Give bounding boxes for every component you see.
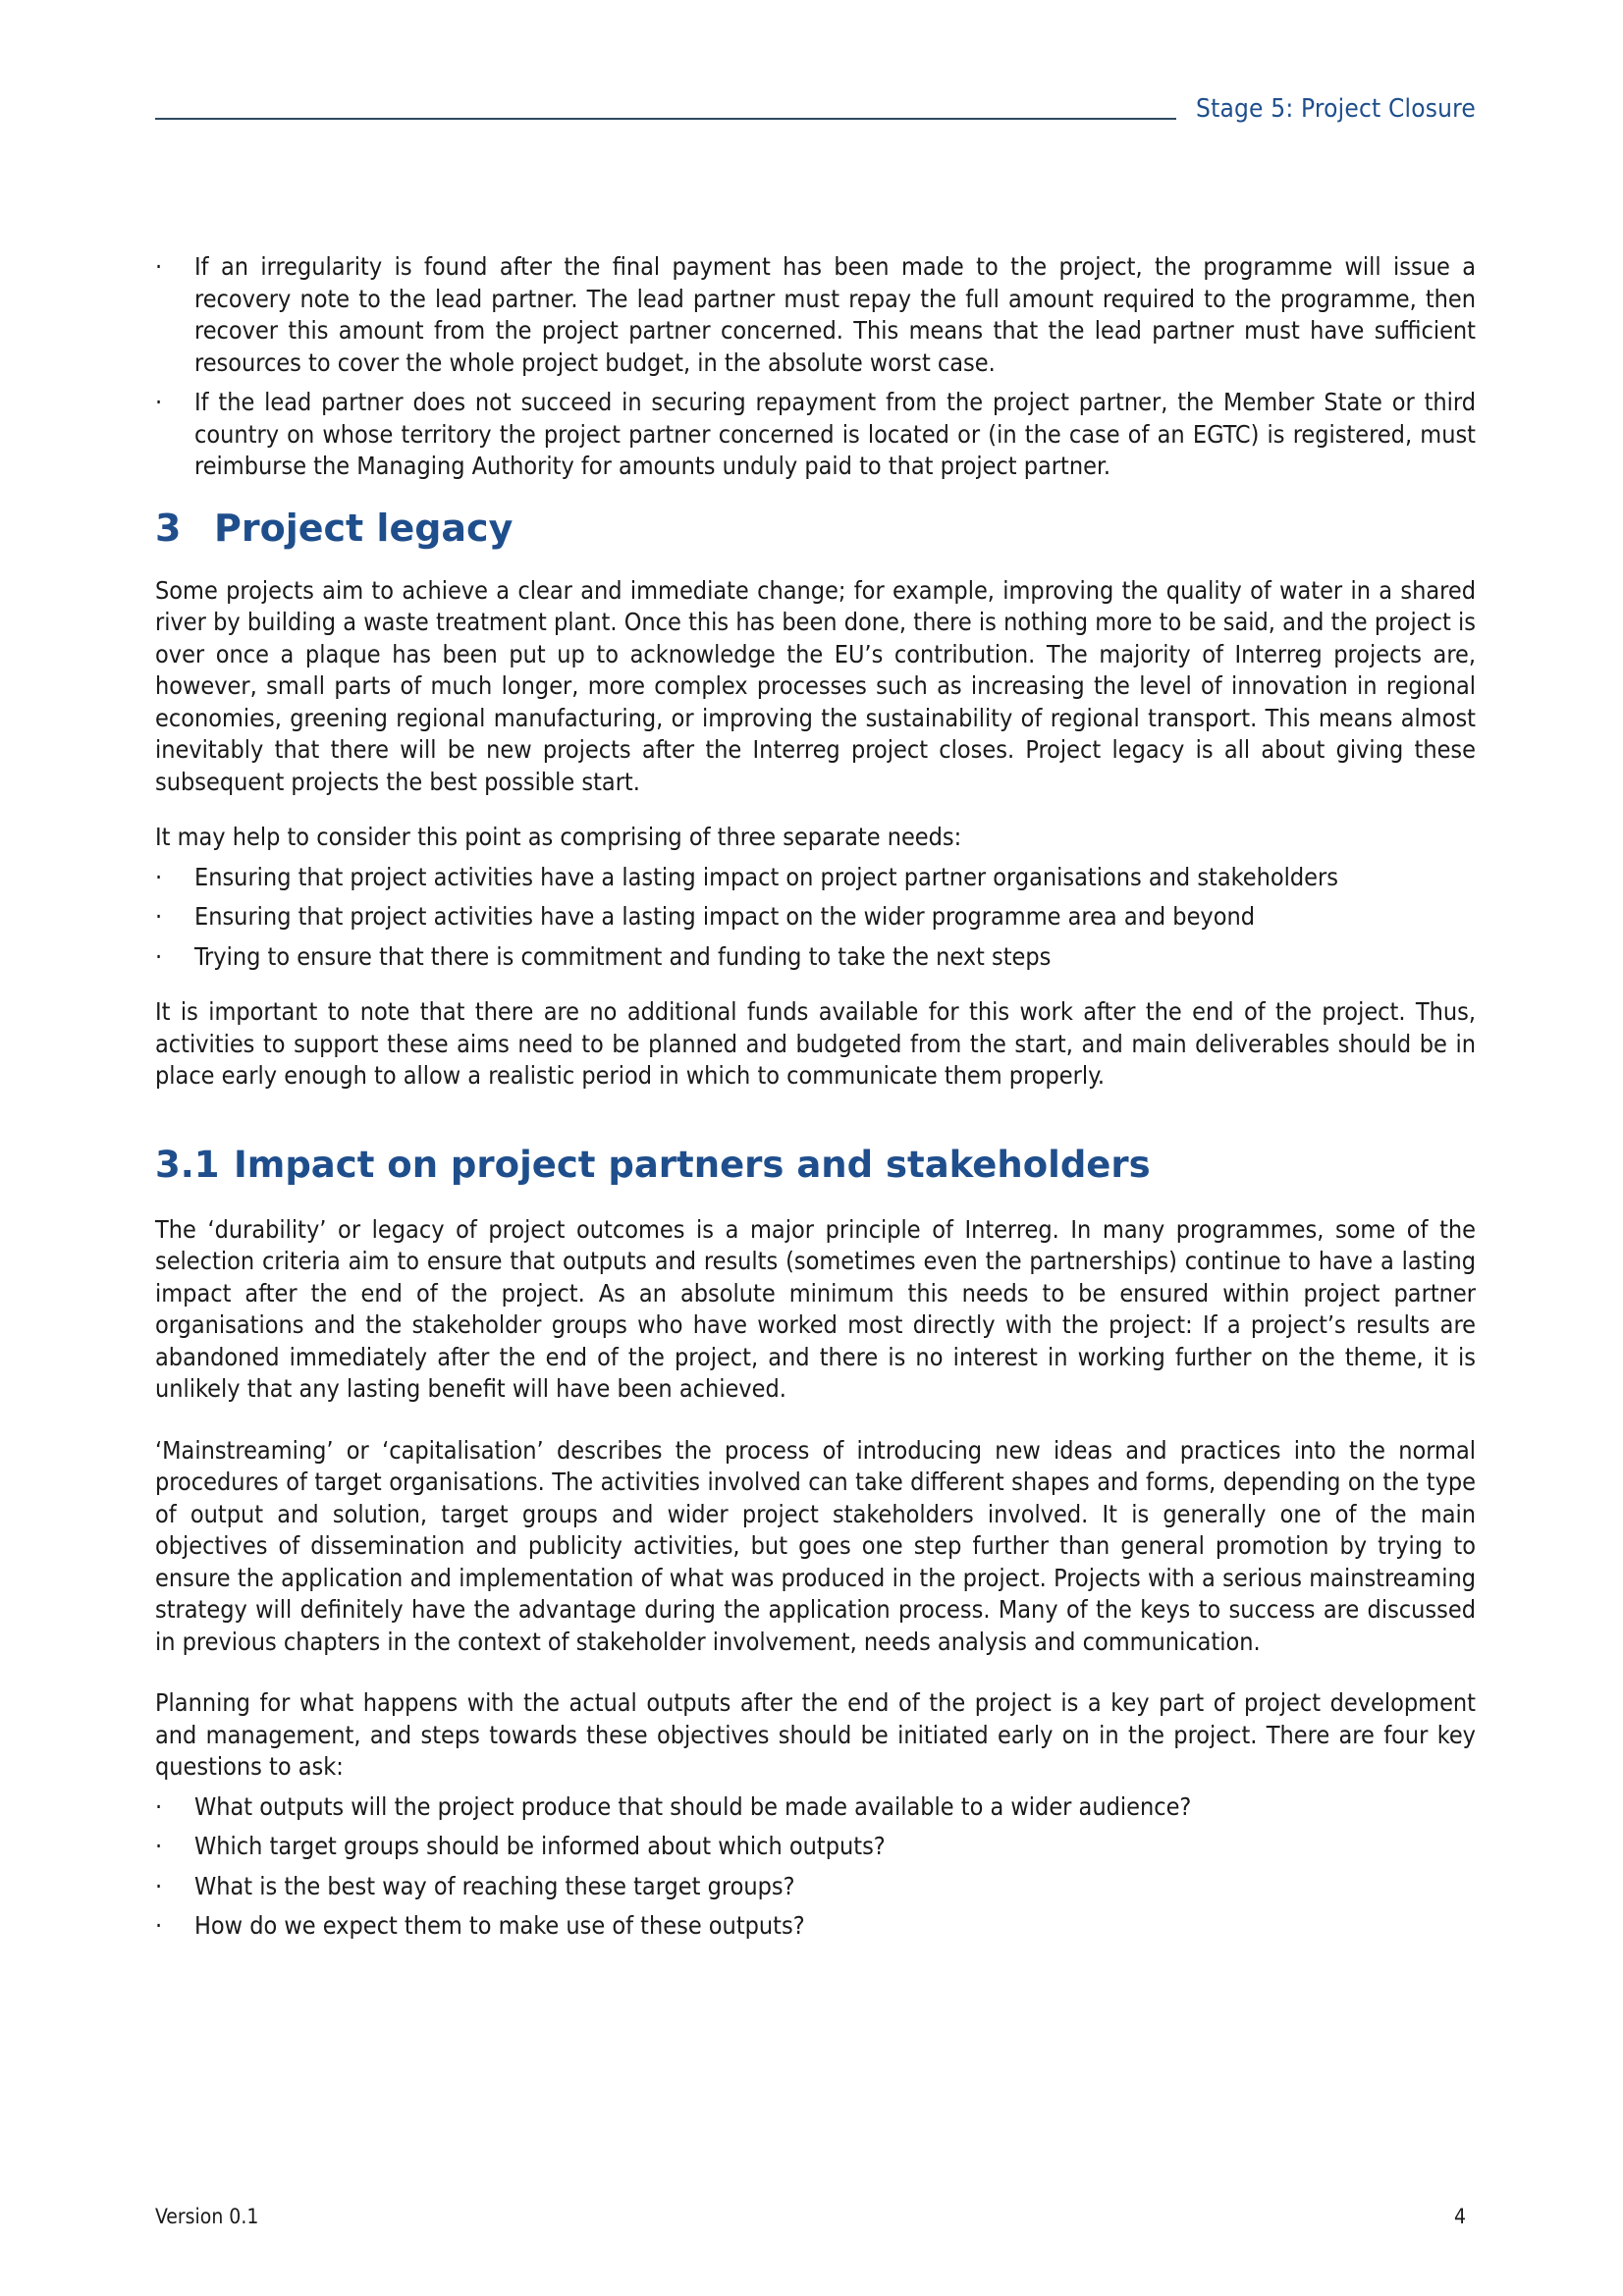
bullet-icon: · [155,1911,163,1940]
questions-list [155,1791,1476,1943]
bullet-icon: · [155,1791,163,1821]
bullet-icon: · [155,941,163,971]
list-item [155,1791,1476,1824]
bullet-icon: · [155,862,163,891]
page-header [155,88,1476,124]
bullet-icon: · [155,1871,163,1900]
section-title: Impact on project partners and stakeholders [234,1143,1151,1186]
list-item-text: Ensuring that project activities have a lasting impact on the wider programme area and beyond [194,902,1256,931]
section-heading-impact [155,1142,1476,1189]
running-title: Stage 5: Project Closure [1196,94,1476,124]
list-item [155,387,1476,483]
section-number: 3 [155,506,182,550]
bullet-icon: · [155,252,163,281]
section-title: Project legacy [214,506,514,550]
paragraph: ‘Mainstreaming’ or ‘capitalisation’ describes the process of introducing new ideas and practices into the normal procedures of target organisations. The activities involved can take different shapes and forms, depending on the type of output and solution, target groups and wider project stakeholders involved. It is generally one of the main objectives of dissemination and publicity activities, but goes one step further than general promotion by trying to ensure the application and implementation of what was produced in the project. Projects with a serious mainstreaming strategy will definitely have the advantage during the application process. Many of the keys to success are discussed in previous chapters in the context of stakeholder involvement, needs analysis and communication. [155,1435,1476,1656]
paragraph: It is important to note that there are no additional funds available for this work after the end of the project. Thus, activities to support these aims need to be planned and budgeted from the start, and main deliverables should be in place early enough to allow a realistic period in which to communicate them properly. [155,997,1476,1090]
paragraph: Planning for what happens with the actual outputs after the end of the project is a key part of project development and management, and steps towards these objectives should be initiated early on in the project. There are four key questions to ask: [155,1688,1476,1781]
list-item [155,1910,1476,1943]
list-item [155,862,1476,894]
list-item-text: Which target groups should be informed about which outputs? [194,1832,886,1860]
paragraph: The ‘durability’ or legacy of project outcomes is a major principle of Interreg. In many programmes, some of the selection criteria aim to ensure that outputs and results (sometimes even the partnerships) continue to have a lasting impact after the end of the project. As an absolute minimum this needs to be ensured within project partner organisations and the stakeholder groups who have worked most directly with the project: If a project’s results are abandoned immediately after the end of the project, and there is no interest in working further on the theme, it is unlikely that any lasting benefit will have been achieved. [155,1214,1476,1403]
bullet-icon: · [155,1832,163,1860]
section-heading-project-legacy [155,505,1476,552]
list-item-text: Ensuring that project activities have a lasting impact on project partner organisations and stakeholders [194,862,1338,891]
bullet-icon: · [155,902,163,931]
paragraph: It may help to consider this point as comprising of three separate needs: [155,823,962,851]
section-number: 3.1 [155,1143,220,1186]
list-item-text: Trying to ensure that there is commitment and funding to take the next steps [194,941,1052,971]
list-item [155,941,1476,974]
version-label: Version 0.1 [155,2205,259,2228]
list-item [155,901,1476,934]
intro-bullet-list [155,251,1476,483]
list-item-text: If an irregularity is found after the final payment has been made to the project, the programme will issue a recovery note to the lead partner. The lead partner must repay the full amount required to the programme, then recover this amount from the project partner concerned. This means that the lead partner must have sufficient resources to cover the whole project budget, in the absolute worst case. [194,252,1476,377]
list-item [155,1831,1476,1863]
list-item-text: What is the best way of reaching these target groups? [194,1871,795,1900]
paragraph: Some projects aim to achieve a clear and immediate change; for example, improving the quality of water in a shared river by building a waste treatment plant. Once this has been done, there is nothing more to be said, and the project is over once a plaque has been put up to acknowledge the EU’s contribution. The majority of Interreg projects are, however, small parts of much longer, more complex processes such as increasing the level of innovation in regional economies, greening regional manufacturing, or improving the sustainability of regional transport. This means almost inevitably that there will be new projects after the Interreg project closes. Project legacy is all about giving these subsequent projects the best possible start. [155,575,1476,796]
page-number: 4 [1453,2205,1466,2228]
list-item [155,251,1476,379]
header-rule [155,118,1176,120]
page-content [155,251,1476,1950]
list-item-text: How do we expect them to make use of these outputs? [194,1911,805,1940]
needs-list [155,862,1476,974]
list-item [155,1871,1476,1903]
bullet-icon: · [155,388,163,416]
list-item-text: What outputs will the project produce that should be made available to a wider audience? [194,1791,1192,1821]
list-item-text: If the lead partner does not succeed in securing repayment from the project partner, the Member State or third country on whose territory the project partner concerned is located or (in the case of an EGTC) is registered, must reimburse the Managing Authority for amounts unduly paid to that project partner. [194,388,1476,480]
